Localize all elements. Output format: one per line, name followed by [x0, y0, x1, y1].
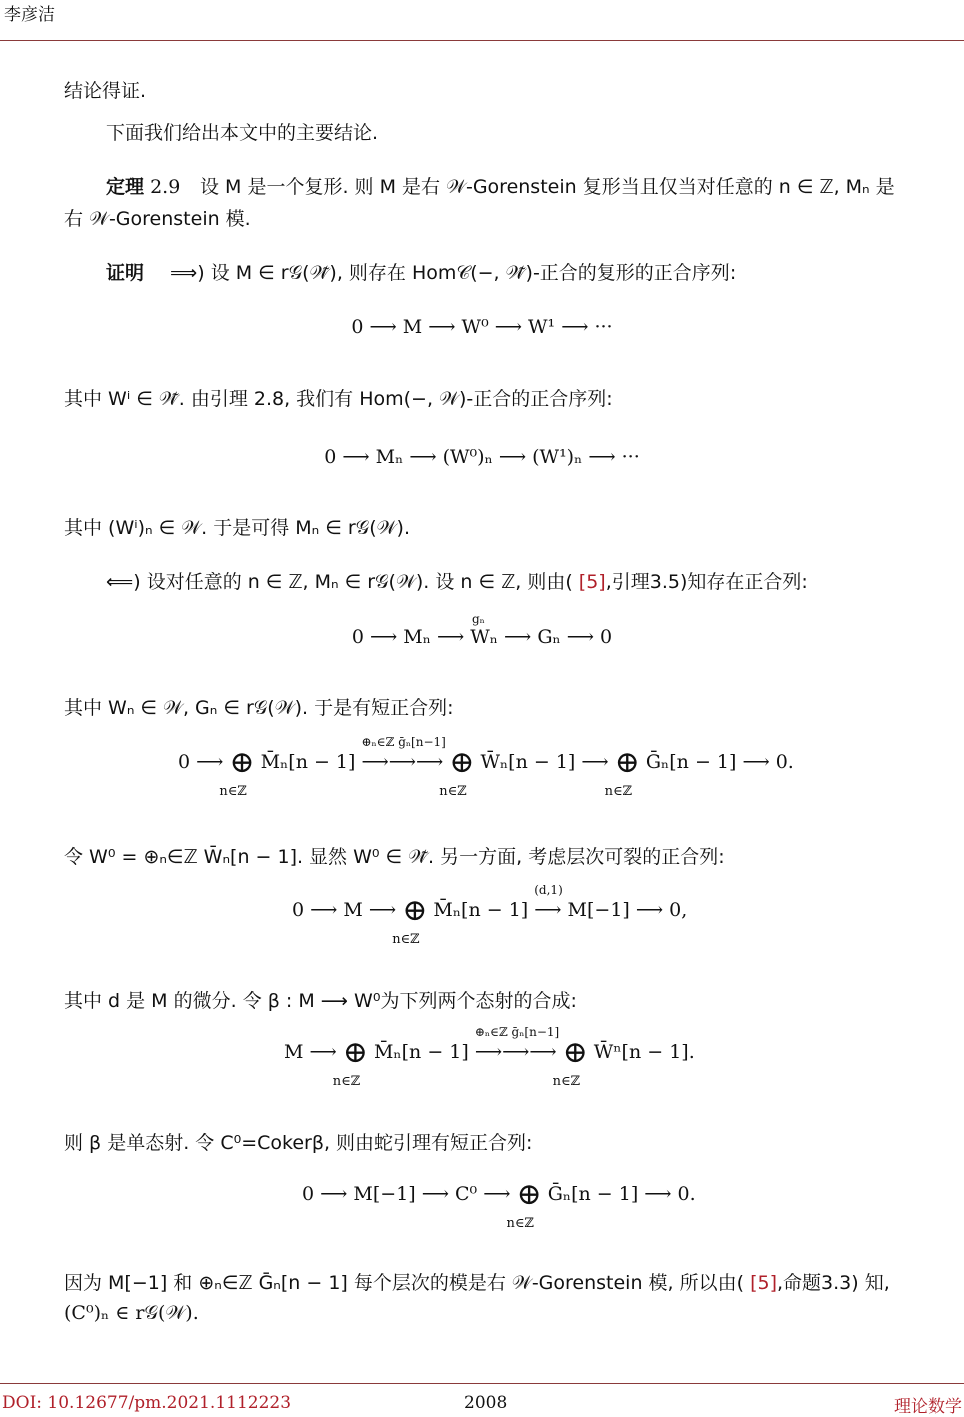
equation-3-body: 0 ⟶ Mₙ ⟶ Wₙ ⟶ Gₙ ⟶ 0: [351, 626, 613, 648]
direct-sum-4: ⊕ n∈ℤ: [392, 893, 428, 947]
final-text-b: ,命题3.3) 知,: [777, 1272, 890, 1294]
direct-sum-1: ⊕ n∈ℤ: [219, 745, 255, 799]
equation-1: 0 ⟶ M ⟶ W⁰ ⟶ W¹ ⟶ ···: [351, 316, 613, 338]
final-paragraph-line-1: [64, 1268, 890, 1295]
footer-divider: [0, 1383, 964, 1384]
converse-direction-line: [106, 567, 808, 594]
equation-5-arrow: (d,1) ⟶: [534, 883, 563, 921]
proof-start: [106, 258, 144, 285]
running-header-author: 李彦洁: [4, 5, 55, 25]
equation-4-term-1: M̄ₙ[n − 1]: [260, 751, 356, 773]
direct-sum-2: ⊕ n∈ℤ: [439, 745, 475, 799]
equation-6-term-2: W̄ⁿ[n − 1].: [593, 1041, 695, 1063]
footer-journal-name: 理论数学: [894, 1397, 962, 1417]
citation-link-5-b[interactable]: [5]: [750, 1272, 777, 1294]
sum-index-1: n∈ℤ: [219, 784, 247, 799]
equation-6-term-1: M̄ₙ[n − 1]: [373, 1041, 469, 1063]
footer-page-number: 2008: [464, 1393, 508, 1413]
equation-4-left: 0 ⟶: [178, 751, 224, 773]
sum-index-3: n∈ℤ: [604, 784, 633, 799]
converse-text-b: ,引理3.5)知存在正合列:: [605, 571, 808, 593]
line-after-equation-5: 其中 d 是 M 的微分. 令 β : M ⟶ W⁰为下列两个态射的合成:: [64, 990, 577, 1012]
theorem-statement-line-1: 设 M 是一个复形. 则 M 是右 𝒲-Gorenstein 复形当且仅当对任意的 n ∈ ℤ, Mₙ 是: [200, 176, 895, 198]
sum-index-6: n∈ℤ: [552, 1074, 581, 1089]
final-text-a: 因为 M[−1] 和 ⊕ₙ∈ℤ Ḡₙ[n − 1] 每个层次的模是右 𝒲-Gorenstein 模, 所以由(: [64, 1272, 751, 1294]
line-after-equation-6: 则 β 是单态射. 令 C⁰=Cokerβ, 则由蛇引理有短正合列:: [64, 1132, 533, 1154]
paragraph-intro-main-result: 下面我们给出本文中的主要结论.: [106, 122, 379, 144]
equation-3-arrow-label: gₙ: [472, 612, 485, 626]
equation-6: [284, 1025, 695, 1089]
equation-6-left: M ⟶: [284, 1041, 337, 1063]
equation-4-arrow-label: ⊕ₙ∈ℤ ḡₙ[n−1]: [361, 735, 446, 749]
citation-link-5[interactable]: [5]: [578, 571, 606, 593]
equation-6-arrow: ⊕ₙ∈ℤ ḡₙ[n−1] ⟶⟶⟶: [474, 1025, 560, 1063]
theorem-heading: [106, 172, 180, 199]
equation-7: [302, 1177, 696, 1231]
theorem-statement-line-2: 右 𝒲-Gorenstein 模.: [64, 208, 251, 230]
equation-3: [0, 612, 964, 648]
equation-7-left: 0 ⟶ M[−1] ⟶ C⁰ ⟶: [302, 1183, 511, 1205]
sum-index-7: n∈ℤ: [506, 1216, 534, 1231]
paragraph-conclusion: 结论得证.: [64, 80, 147, 102]
line-after-equation-3: 其中 Wₙ ∈ 𝒲, Gₙ ∈ r𝒢(𝒲). 于是有短正合列:: [64, 697, 454, 719]
line-after-equation-1: 其中 Wⁱ ∈ 𝒲̃. 由引理 2.8, 我们有 Hom(−, 𝒲)-正合的正合序列:: [64, 388, 613, 410]
direct-sum-5: ⊕ n∈ℤ: [332, 1035, 368, 1089]
theorem-label: 定理: [106, 176, 145, 198]
equation-7-term-1: Ḡₙ[n − 1] ⟶ 0.: [547, 1183, 696, 1205]
direct-sum-6: ⊕ n∈ℤ: [552, 1035, 588, 1089]
equation-5-term-2: M[−1] ⟶ 0,: [567, 899, 688, 921]
footer-doi-link[interactable]: DOI: 10.12677/pm.2021.1112223: [2, 1393, 292, 1413]
equation-4: [178, 735, 794, 799]
proof-line-1: ⟹) 设 M ∈ r𝒢(𝒲̃), 则存在 Hom𝒞(−, 𝒲̃)-正合的复形的正合序列:: [170, 262, 737, 284]
converse-text-a: ⟸) 设对任意的 n ∈ ℤ, Mₙ ∈ r𝒢(𝒲). 设 n ∈ ℤ, 则由(: [106, 571, 579, 593]
header-divider: [0, 40, 964, 41]
equation-5: [292, 883, 688, 947]
equation-5-left: 0 ⟶ M ⟶: [292, 899, 397, 921]
proof-label: 证明: [106, 262, 145, 284]
theorem-number: 2.9: [150, 176, 181, 198]
sum-index-5: n∈ℤ: [332, 1074, 361, 1089]
equation-4-arrow: ⊕ₙ∈ℤ ḡₙ[n−1] ⟶⟶⟶: [361, 735, 446, 773]
direct-sum-3: ⊕ n∈ℤ: [604, 745, 640, 799]
sum-index-2: n∈ℤ: [439, 784, 467, 799]
sum-index-4: n∈ℤ: [392, 932, 420, 947]
equation-5-term-1: M̄ₙ[n − 1]: [433, 899, 529, 921]
equation-5-arrow-label: (d,1): [534, 883, 563, 897]
final-paragraph-line-2: (C⁰)ₙ ∈ r𝒢(𝒲).: [64, 1302, 199, 1324]
equation-4-term-2: W̄ₙ[n − 1] ⟶: [480, 751, 609, 773]
equation-2: 0 ⟶ Mₙ ⟶ (W⁰)ₙ ⟶ (W¹)ₙ ⟶ ···: [324, 446, 640, 468]
line-after-equation-2: 其中 (Wⁱ)ₙ ∈ 𝒲. 于是可得 Mₙ ∈ r𝒢(𝒲).: [64, 517, 410, 539]
direct-sum-7: ⊕ n∈ℤ: [506, 1177, 542, 1231]
equation-6-arrow-label: ⊕ₙ∈ℤ ḡₙ[n−1]: [474, 1025, 560, 1039]
equation-4-term-3: Ḡₙ[n − 1] ⟶ 0.: [645, 751, 794, 773]
line-after-equation-4: 令 W⁰ = ⊕ₙ∈ℤ W̄ₙ[n − 1]. 显然 W⁰ ∈ 𝒲̃. 另一方面, 考虑层次可裂的正合列:: [64, 846, 725, 868]
